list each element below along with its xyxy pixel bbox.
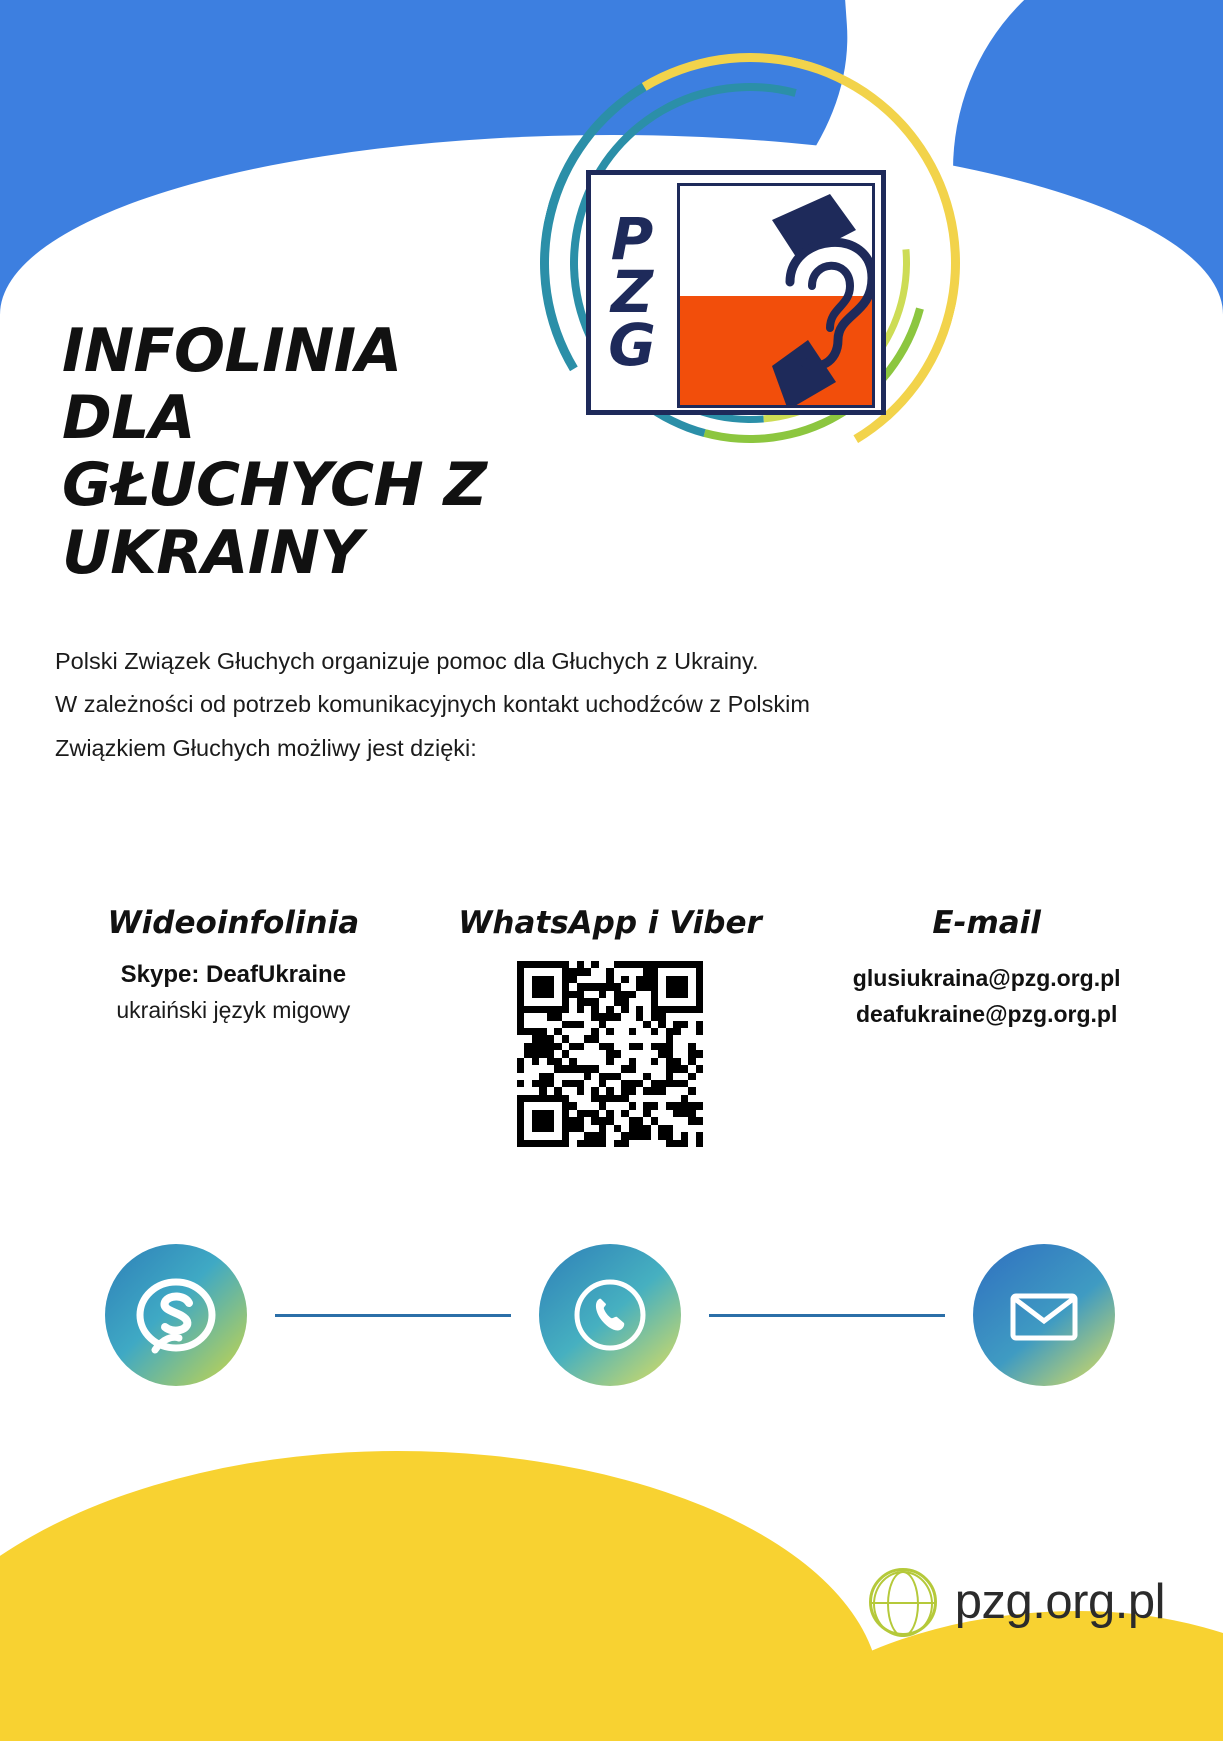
- yellow-wave-shape: [0, 1451, 880, 1741]
- pzg-logo-letters: [591, 175, 673, 410]
- page-title: INFOLINIA DLA GŁUCHYCH Z UKRAINY: [62, 316, 487, 588]
- pzg-letter-g: G: [608, 311, 656, 380]
- skype-icon[interactable]: [105, 1244, 247, 1386]
- footer-website[interactable]: [869, 1568, 1165, 1636]
- email-address-1[interactable]: glusiukraina@pzg.org.pl: [852, 965, 1121, 991]
- intro-line-1: Polski Związek Głuchych organizuje pomoc dla Głuchych z Ukrainy.: [55, 648, 759, 674]
- globe-icon: [869, 1568, 937, 1636]
- channel-icon-row: [105, 1240, 1115, 1390]
- envelope-icon[interactable]: [973, 1244, 1115, 1386]
- column-email: [798, 905, 1175, 1032]
- pzg-logo: [586, 170, 886, 415]
- column-title-videohotline: Wideoinfolinia: [107, 905, 360, 941]
- phone-glyph: [565, 1270, 655, 1360]
- deaf-ear-icon: [760, 186, 875, 408]
- email-address-2[interactable]: deafukraine@pzg.org.pl: [855, 1000, 1118, 1027]
- contact-columns: [45, 905, 1175, 1147]
- intro-line-2: W zależności od potrzeb komunikacyjnych kontakt uchodźców z Polskim: [55, 691, 810, 718]
- column-whatsapp-viber: [422, 905, 799, 1147]
- qr-code-wrapper: [422, 961, 799, 1147]
- column-title-email: E-mail: [932, 905, 1041, 941]
- intro-line-3: Związkiem Głuchych możliwy jest dzięki:: [55, 734, 477, 761]
- polish-flag-graphic: [677, 183, 875, 408]
- qr-code-icon[interactable]: [517, 961, 703, 1147]
- connector-line-2: [709, 1314, 945, 1317]
- skype-handle: Skype: DeafUkraine: [120, 961, 347, 988]
- website-url[interactable]: pzg.org.pl: [954, 1575, 1165, 1629]
- envelope-glyph: [1000, 1271, 1088, 1359]
- pzg-letter-z: Z: [610, 257, 654, 326]
- pzg-letter-p: P: [610, 204, 654, 273]
- phone-call-icon[interactable]: [539, 1244, 681, 1386]
- intro-paragraph: [55, 640, 1115, 770]
- skype-glyph: [133, 1272, 219, 1358]
- column-title-whatsapp-viber: WhatsApp i Viber: [458, 905, 762, 941]
- logo-area: [530, 45, 980, 565]
- sign-language-note: ukraiński język migowy: [116, 997, 351, 1023]
- column-videohotline: [45, 905, 422, 1024]
- connector-line-1: [275, 1314, 511, 1317]
